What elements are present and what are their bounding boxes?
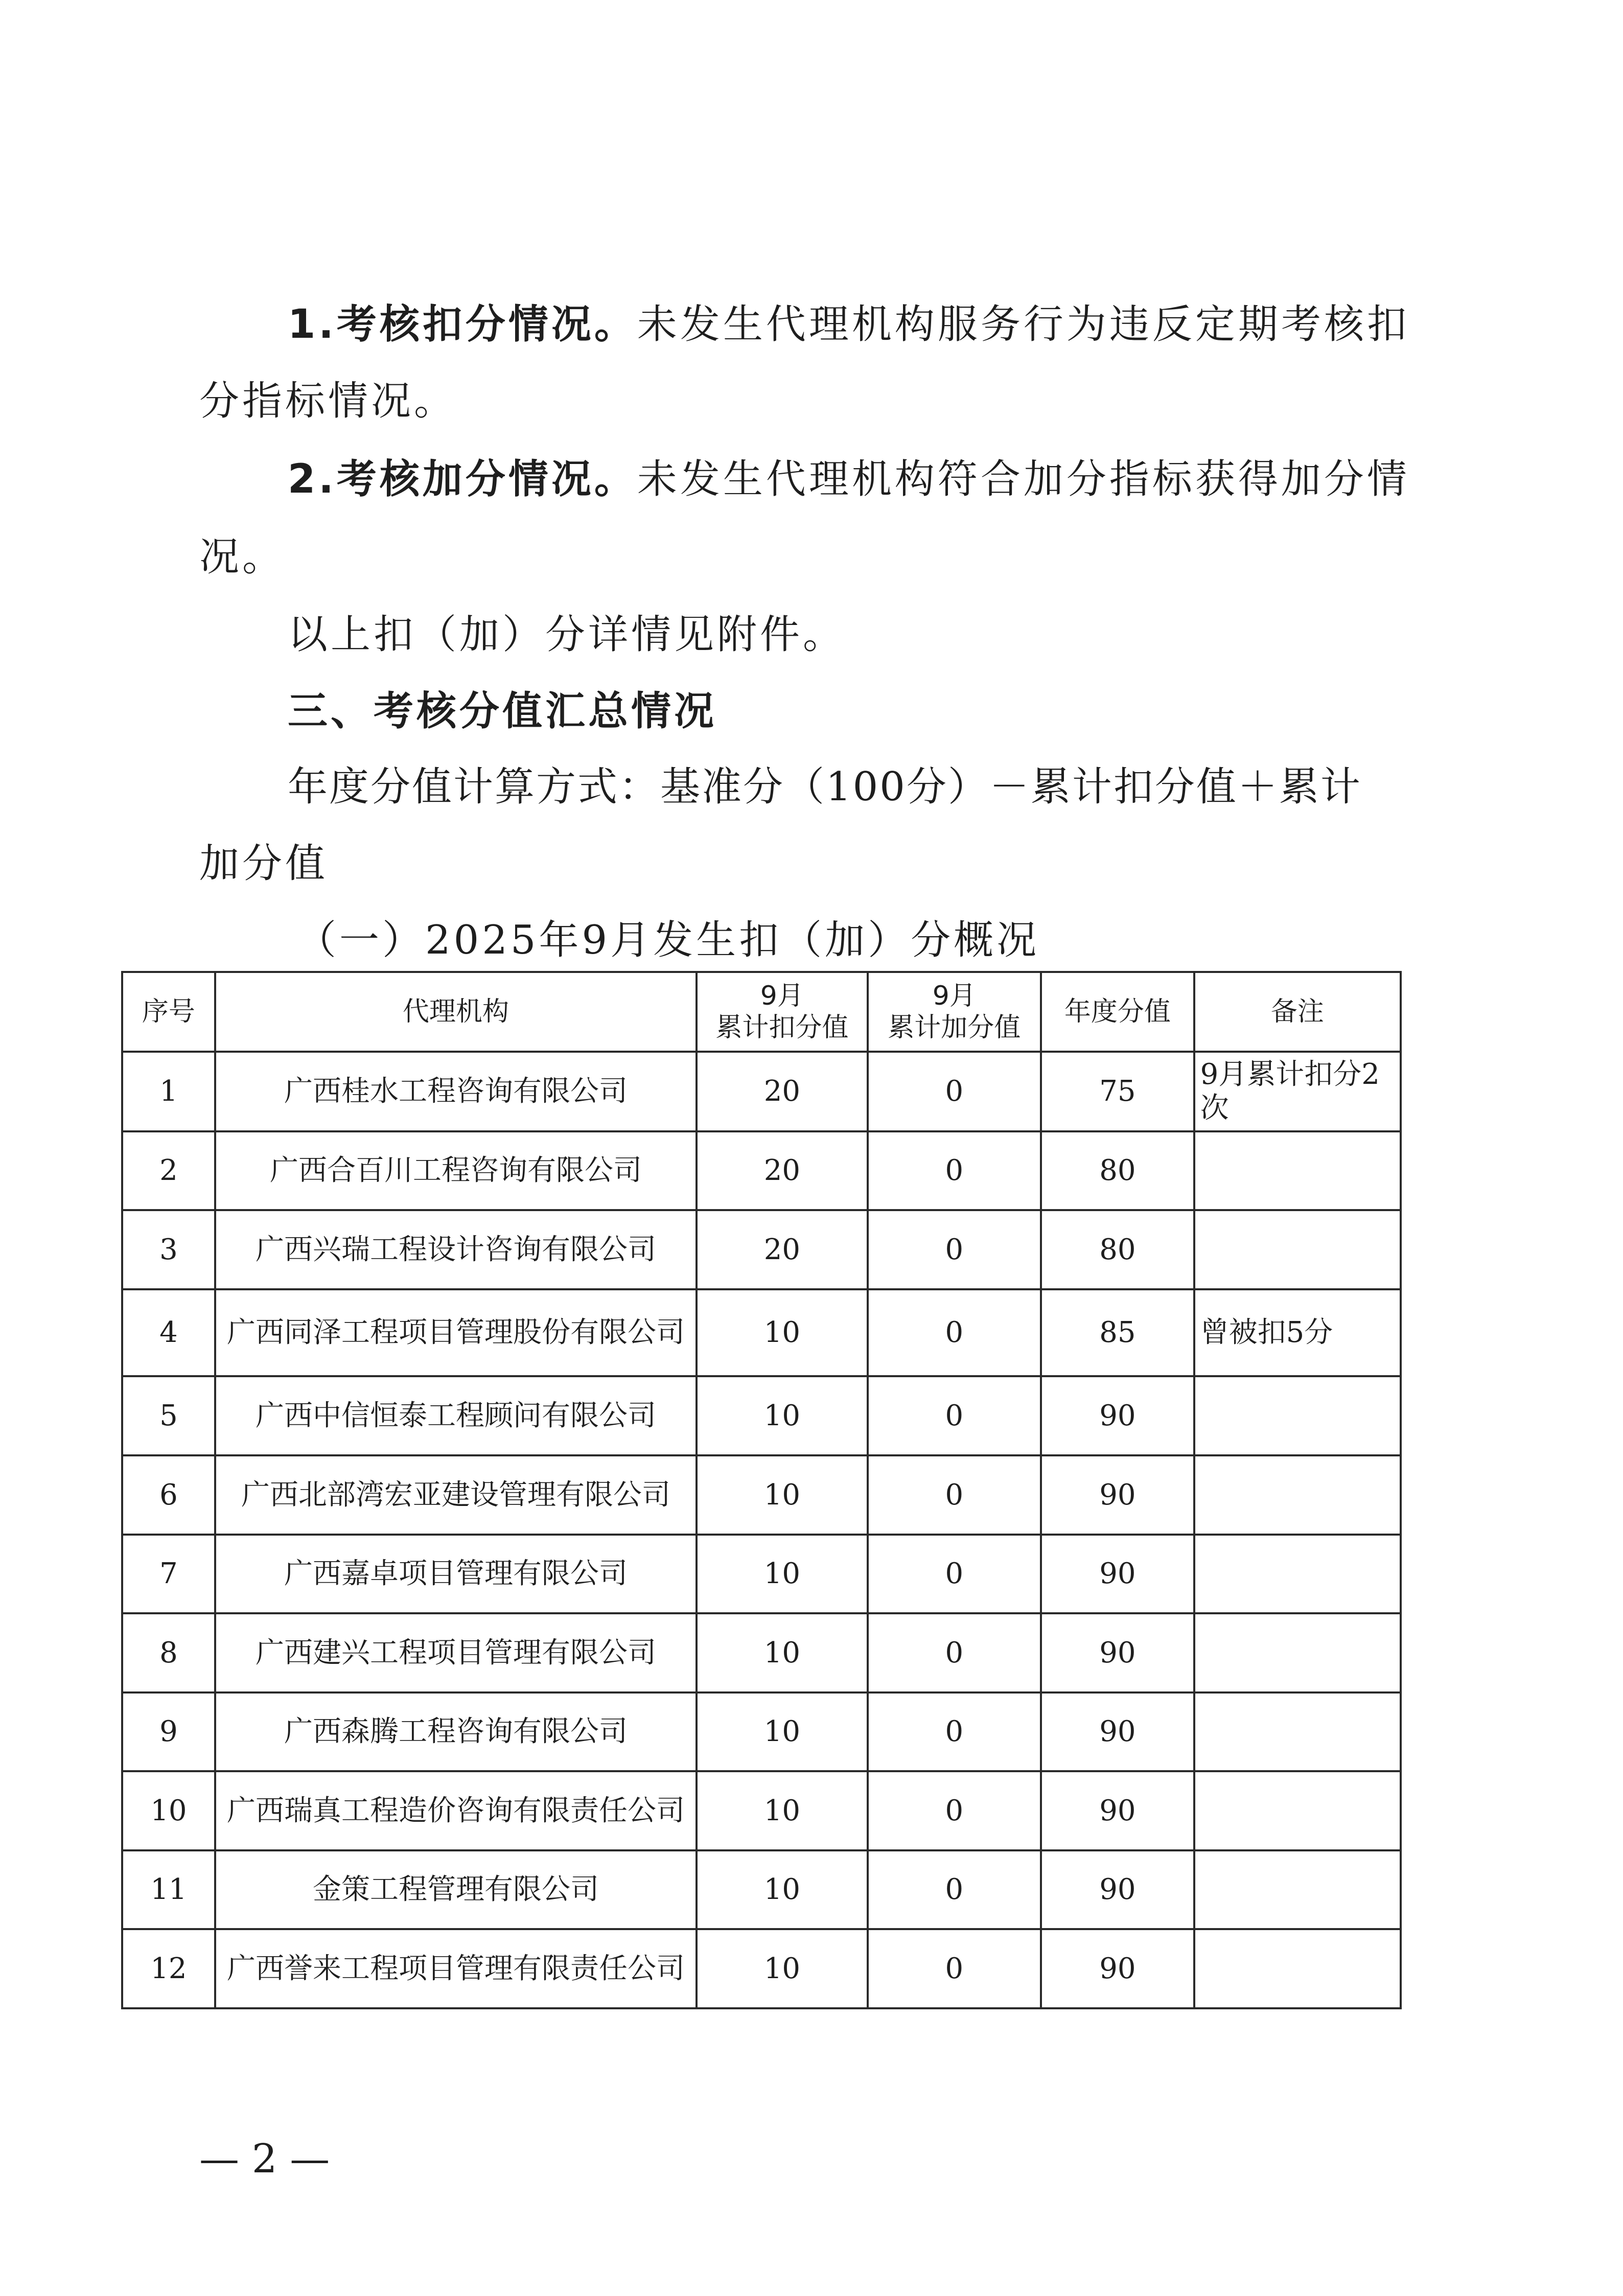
cell-bonus: 0 <box>868 1929 1041 2008</box>
cell-annual-score: 90 <box>1041 1850 1194 1929</box>
cell-remarks: 曾被扣5分 <box>1194 1289 1401 1376</box>
cell-remarks <box>1194 1535 1401 1613</box>
header-bonus-label: 累计加分值 <box>888 1012 1021 1043</box>
cell-remarks <box>1194 1131 1401 1210</box>
cell-annual-score: 90 <box>1041 1929 1194 2008</box>
cell-index: 12 <box>122 1929 215 2008</box>
cell-bonus: 0 <box>868 1289 1041 1376</box>
cell-deduction: 20 <box>697 1210 868 1289</box>
cell-remarks <box>1194 1771 1401 1850</box>
table-row <box>122 1771 1401 1850</box>
paragraph-1-line-1 <box>288 299 1410 350</box>
header-deduction-month: 9月 <box>760 981 804 1011</box>
cell-index: 1 <box>122 1052 215 1131</box>
cell-remarks <box>1194 1929 1401 2008</box>
cell-remarks <box>1194 1376 1401 1455</box>
paragraph-2-line-2: 况。 <box>199 534 286 580</box>
header-index: 序号 <box>122 972 215 1052</box>
cell-agency: 广西兴瑞工程设计咨询有限公司 <box>215 1210 697 1289</box>
cell-deduction: 10 <box>697 1771 868 1850</box>
cell-index: 10 <box>122 1771 215 1850</box>
table-row <box>122 1455 1401 1535</box>
cell-agency: 广西北部湾宏亚建设管理有限公司 <box>215 1455 697 1535</box>
table-row <box>122 1289 1401 1376</box>
cell-deduction: 10 <box>697 1929 868 2008</box>
header-deduction <box>697 972 868 1052</box>
formula-line-1: 年度分值计算方式：基准分（100分）－累计扣分值＋累计 <box>288 764 1362 810</box>
cell-remarks: 9月累计扣分2次 <box>1194 1052 1401 1131</box>
cell-index: 2 <box>122 1131 215 1210</box>
formula-line-2: 加分值 <box>199 841 329 887</box>
cell-bonus: 0 <box>868 1692 1041 1771</box>
cell-bonus: 0 <box>868 1376 1041 1455</box>
cell-annual-score: 90 <box>1041 1771 1194 1850</box>
cell-remarks <box>1194 1455 1401 1535</box>
cell-index: 8 <box>122 1613 215 1692</box>
cell-deduction: 20 <box>697 1131 868 1210</box>
header-deduction-label: 累计扣分值 <box>715 1012 849 1043</box>
cell-index: 9 <box>122 1692 215 1771</box>
cell-index: 4 <box>122 1289 215 1376</box>
paragraph-2-text: 未发生代理机构符合加分指标获得加分情 <box>637 456 1410 502</box>
cell-remarks <box>1194 1692 1401 1771</box>
cell-agency: 广西同泽工程项目管理股份有限公司 <box>215 1289 697 1376</box>
paragraph-3: 以上扣（加）分详情见附件。 <box>288 612 846 658</box>
cell-bonus: 0 <box>868 1535 1041 1613</box>
cell-annual-score: 90 <box>1041 1535 1194 1613</box>
cell-index: 11 <box>122 1850 215 1929</box>
cell-deduction: 10 <box>697 1850 868 1929</box>
table-row <box>122 1052 1401 1131</box>
table-title: （一）2025年9月发生扣（加）分概况 <box>296 917 1040 963</box>
cell-bonus: 0 <box>868 1613 1041 1692</box>
cell-deduction: 10 <box>697 1535 868 1613</box>
cell-annual-score: 85 <box>1041 1289 1194 1376</box>
table-row <box>122 1376 1401 1455</box>
paragraph-1-text: 未发生代理机构服务行为违反定期考核扣 <box>637 302 1410 347</box>
cell-index: 7 <box>122 1535 215 1613</box>
cell-annual-score: 80 <box>1041 1131 1194 1210</box>
cell-index: 5 <box>122 1376 215 1455</box>
cell-deduction: 20 <box>697 1052 868 1131</box>
cell-remarks <box>1194 1613 1401 1692</box>
cell-annual-score: 80 <box>1041 1210 1194 1289</box>
cell-bonus: 0 <box>868 1455 1041 1535</box>
table-row <box>122 1131 1401 1210</box>
header-bonus <box>868 972 1041 1052</box>
cell-agency: 广西森腾工程咨询有限公司 <box>215 1692 697 1771</box>
cell-deduction: 10 <box>697 1455 868 1535</box>
paragraph-1-heading: 1.考核扣分情况。 <box>288 302 637 347</box>
paragraph-2-line-1 <box>288 454 1410 505</box>
cell-deduction: 10 <box>697 1376 868 1455</box>
cell-annual-score: 90 <box>1041 1692 1194 1771</box>
table-row <box>122 1613 1401 1692</box>
section-heading: 三、考核分值汇总情况 <box>288 688 717 734</box>
paragraph-2-heading: 2.考核加分情况。 <box>288 456 637 502</box>
cell-agency: 广西合百川工程咨询有限公司 <box>215 1131 697 1210</box>
cell-deduction: 10 <box>697 1613 868 1692</box>
cell-bonus: 0 <box>868 1210 1041 1289</box>
table-row <box>122 1692 1401 1771</box>
cell-agency: 金策工程管理有限公司 <box>215 1850 697 1929</box>
page-number: — 2 — <box>199 2136 330 2182</box>
paragraph-1-line-2: 分指标情况。 <box>199 378 457 424</box>
cell-bonus: 0 <box>868 1052 1041 1131</box>
cell-deduction: 10 <box>697 1289 868 1376</box>
cell-bonus: 0 <box>868 1771 1041 1850</box>
score-table <box>121 971 1402 2009</box>
table-header-row <box>122 972 1401 1052</box>
cell-agency: 广西桂水工程咨询有限公司 <box>215 1052 697 1131</box>
cell-agency: 广西中信恒泰工程顾问有限公司 <box>215 1376 697 1455</box>
cell-index: 3 <box>122 1210 215 1289</box>
header-agency: 代理机构 <box>215 972 697 1052</box>
cell-bonus: 0 <box>868 1850 1041 1929</box>
table-row <box>122 1850 1401 1929</box>
cell-agency: 广西建兴工程项目管理有限公司 <box>215 1613 697 1692</box>
header-bonus-month: 9月 <box>932 981 976 1011</box>
cell-annual-score: 90 <box>1041 1376 1194 1455</box>
header-remarks: 备注 <box>1194 972 1401 1052</box>
cell-annual-score: 90 <box>1041 1613 1194 1692</box>
cell-agency: 广西誉来工程项目管理有限责任公司 <box>215 1929 697 2008</box>
cell-annual-score: 75 <box>1041 1052 1194 1131</box>
cell-remarks <box>1194 1850 1401 1929</box>
table-row <box>122 1535 1401 1613</box>
cell-annual-score: 90 <box>1041 1455 1194 1535</box>
table-row <box>122 1210 1401 1289</box>
cell-bonus: 0 <box>868 1131 1041 1210</box>
cell-index: 6 <box>122 1455 215 1535</box>
cell-agency: 广西瑞真工程造价咨询有限责任公司 <box>215 1771 697 1850</box>
header-annual-score: 年度分值 <box>1041 972 1194 1052</box>
cell-agency: 广西嘉卓项目管理有限公司 <box>215 1535 697 1613</box>
table-row <box>122 1929 1401 2008</box>
cell-remarks <box>1194 1210 1401 1289</box>
cell-deduction: 10 <box>697 1692 868 1771</box>
